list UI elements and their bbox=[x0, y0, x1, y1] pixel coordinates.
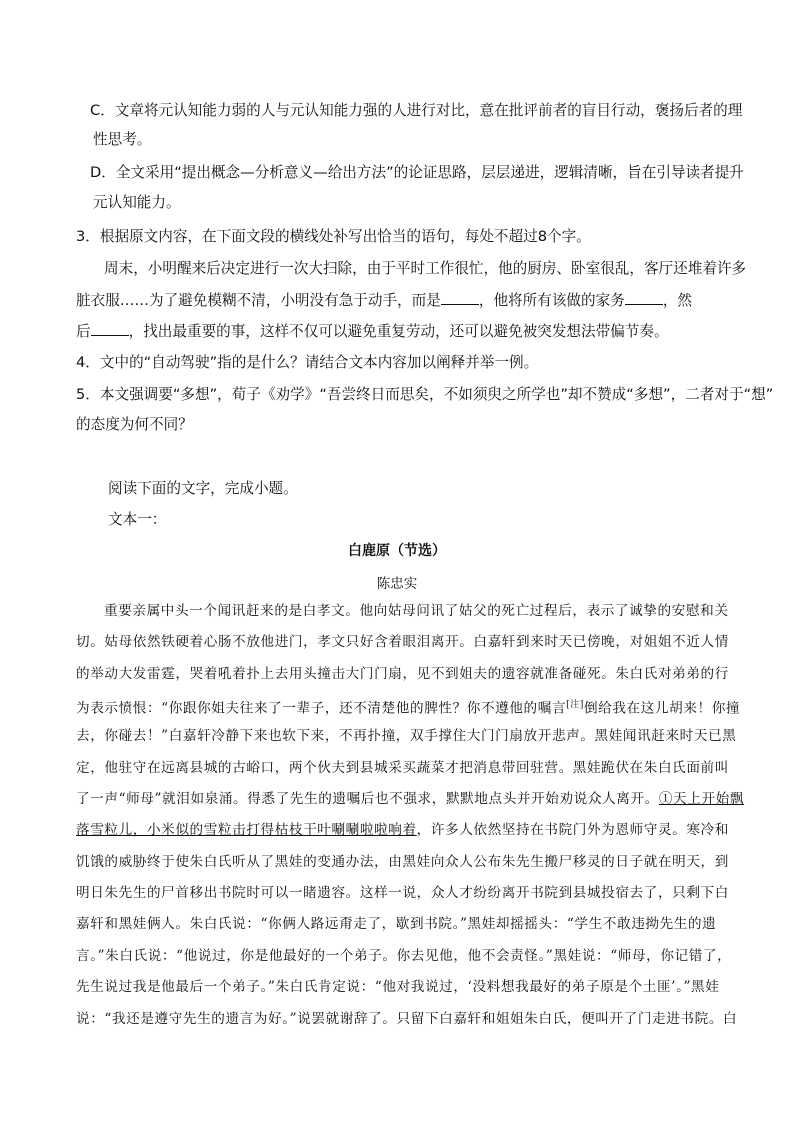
passage-line-1: 重要亲属中头一个闻讯赶来的是白孝文。他向姑母问讯了姑父的死亡过程后，表示了诚挚的安慰和关 bbox=[104, 603, 729, 619]
question-5-line-2: 的态度为何不同？ bbox=[76, 416, 193, 433]
q3-text-c: ，然 bbox=[662, 292, 693, 309]
option-c-line-1: C．文章将元认知能力弱的人与元认知能力强的人进行对比，意在批评前者的盲目行动，褒扬后者的理 bbox=[90, 102, 743, 119]
passage-line-4-a: 为表示愤恨：“你跟你姐夫往来了一辈子，还不清楚他的脾性？你不遵他的嘱言 bbox=[76, 700, 567, 717]
answer-blank-1[interactable] bbox=[441, 290, 479, 305]
question-5-line-1: 5．本文强调要“多想”，荀子《劝学》“吾尝终日而思矣，不如须臾之所学也”却不赞成“多想”，二者对于“想” bbox=[76, 386, 774, 403]
passage-line-7 bbox=[76, 789, 744, 809]
q3-text-a: 脏衣服……为了避免模糊不清，小明没有急于动手，而是 bbox=[76, 292, 441, 309]
question-4: 4．文中的“自动驾驶”指的是什么？请结合文本内容加以阐释并举一例。 bbox=[76, 354, 539, 371]
answer-blank-2[interactable] bbox=[625, 290, 663, 305]
option-d-line-1: D．全文采用“提出概念—分析意义—给出方法”的论证思路，层层递进，逻辑清晰，旨在引导读者提升 bbox=[90, 164, 744, 181]
passage-line-5: 去，你碰去！”白嘉轩冷静下来也软下来，不再扑撞，双手撑住大门门扇放开悲声。黑娃闻讯赶来时天已黑 bbox=[76, 728, 737, 744]
underlined-sentence-1b: 落雪粒儿，小米似的雪粒击打得枯枝干叶唰唰啦啦响着 bbox=[76, 822, 417, 838]
reading-intro: 阅读下面的文字，完成小题。 bbox=[108, 480, 298, 497]
passage-line-2: 切。姑母依然铁硬着心肠不放他进门，孝文只好含着眼泪离开。白嘉轩到来时天已傍晚，对姐姐不近人情 bbox=[76, 634, 729, 650]
passage-line-4 bbox=[76, 695, 740, 719]
passage-line-10: 明日朱先生的尸首移出书院时可以一睹遗容。这样一说，众人才纷纷离开书院到县城投宿去了，只剩下白 bbox=[76, 885, 729, 901]
underlined-sentence-1a: ①天上开始飘 bbox=[658, 791, 745, 807]
passage-line-12: 言。”朱白氏说：“他说过，你是他最好的一个弟子。你去见他，他不会责怪。”黑娃说：“师母，你记错了， bbox=[76, 948, 732, 964]
question-3: 3．根据原文内容，在下面文段的横线处补写出恰当的语句，每处不超过8个字。 bbox=[76, 228, 591, 245]
q3-passage-line-1: 周末，小明醒来后决定进行一次大扫除，由于平时工作很忙，他的厨房、卧室很乱，客厅还堆着许多 bbox=[104, 260, 747, 277]
option-d-line-2: 元认知能力。 bbox=[93, 194, 181, 211]
q3-text-b: ，他将所有该做的家务 bbox=[478, 292, 625, 309]
footnote-ref: [注] bbox=[566, 700, 584, 710]
passage-line-8 bbox=[76, 820, 729, 840]
passage-line-7-a: 了一声“师母”就泪如泉涌。得悉了先生的遗嘱后也不强求，默默地点头并开始劝说众人离开。 bbox=[76, 791, 659, 807]
passage-author: 陈忠实 bbox=[376, 576, 418, 592]
passage-line-9: 饥饿的威胁终于使朱白氏听从了黑娃的变通办法，由黑娃向众人公布朱先生搬尸移灵的日子就在明天，到 bbox=[76, 854, 729, 870]
text-one-label: 文本一： bbox=[108, 511, 167, 528]
passage-line-13: 先生说过我是他最后一个弟子。”朱白氏肯定说：“他对我说过，‘没料想我最好的弟子原是个土匪’。”黑娃 bbox=[76, 979, 720, 995]
answer-blank-3[interactable] bbox=[91, 321, 129, 336]
passage-line-6: 定，他驻守在远离县城的古峪口，两个伙夫到县城采买蔬菜才把消息带回驻营。黑娃跪伏在朱白氏面前叫 bbox=[76, 760, 729, 776]
q3-text-e: ，找出最重要的事，这样不仅可以避免重复劳动，还可以避免被突发想法带偏节奏。 bbox=[128, 323, 669, 340]
q3-passage-line-2 bbox=[76, 290, 692, 311]
passage-title: 白鹿原（节选） bbox=[348, 543, 446, 559]
q3-text-d: 后 bbox=[76, 323, 91, 340]
passage-line-3: 的举动大发雷霆，哭着吼着扑上去用头撞击大门门扇，见不到姐夫的遗容就准备碰死。朱白氏对弟弟的行 bbox=[76, 666, 729, 682]
q3-passage-line-3 bbox=[76, 321, 669, 342]
passage-line-11: 嘉轩和黑娃俩人。朱白氏说：“你俩人路远甭走了，歇到书院。”黑娃却摇摇头：“学生不敢违拗先生的遗 bbox=[76, 916, 717, 932]
passage-line-8-b: ，许多人依然坚持在书院门外为恩师守灵。寒冷和 bbox=[416, 822, 729, 838]
option-c-line-2: 性思考。 bbox=[93, 131, 152, 148]
passage-line-4-b: 倒给我在这儿胡来！你撞 bbox=[583, 700, 741, 717]
passage-line-14: 说：“我还是遵守先生的遗言为好。”说罢就谢辞了。只留下白嘉轩和姐姐朱白氏，便叫开了门走进书院。白 bbox=[76, 1011, 738, 1027]
